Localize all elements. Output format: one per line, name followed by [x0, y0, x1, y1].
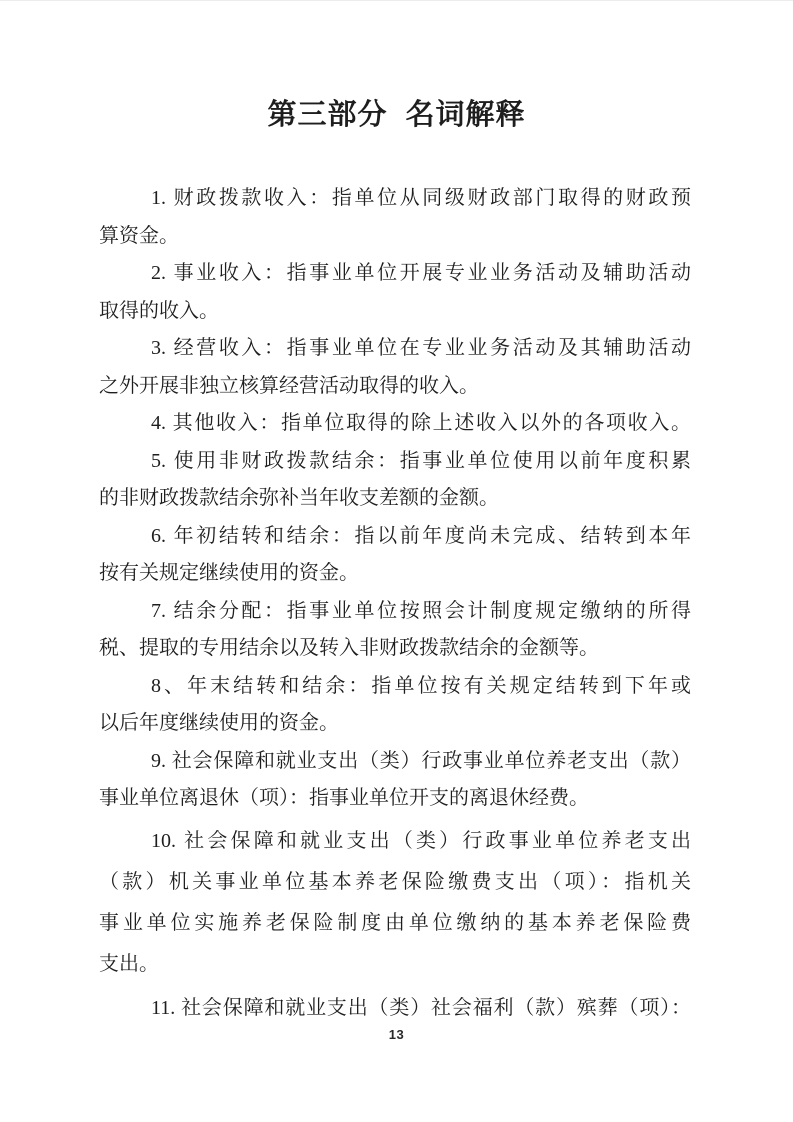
paragraph [99, 518, 691, 593]
body-line: 取得的收入。 [99, 299, 219, 322]
paragraph [99, 743, 691, 818]
body-line: 事业单位实施养老保险制度由单位缴纳的基本养老保险费 [99, 911, 691, 934]
body-line: （款）机关事业单位基本养老保险缴费支出（项）：指机关 [99, 870, 691, 893]
paragraph [99, 255, 691, 330]
body-line: 事业单位离退休（项）：指事业单位开支的离退休经费。 [99, 787, 589, 809]
body-line: 6. 年初结转和结余：指以前年度尚未完成、结转到本年 [151, 524, 691, 547]
body-line: 5. 使用非财政拨款结余：指事业单位使用以前年度积累 [151, 449, 691, 472]
paragraph [99, 988, 691, 1029]
body-line: 税、提取的专用结余以及转入非财政拨款结余的金额等。 [99, 637, 599, 659]
body-line: 支出。 [99, 952, 159, 975]
body-line: 的非财政拨款结余弥补当年收支差额的金额。 [99, 487, 499, 509]
body-line: 之外开展非独立核算经营活动取得的收入。 [99, 374, 479, 397]
paragraph [99, 443, 691, 518]
paragraph [99, 593, 691, 668]
body-line: 2. 事业收入：指事业单位开展专业业务活动及辅助活动 [151, 262, 691, 284]
body-line: 1. 财政拨款收入：指单位从同级财政部门取得的财政预 [151, 187, 691, 209]
body-line: 3. 经营收入：指事业单位在专业业务活动及其辅助活动 [151, 337, 691, 359]
body-line: 10. 社会保障和就业支出（类）行政事业单位养老支出 [151, 829, 691, 852]
body-line: 11. 社会保障和就业支出（类）社会福利（款）殡葬（项）： [151, 996, 691, 1019]
page-title: 第三部分 名词解释 [267, 99, 526, 131]
paragraph [99, 330, 691, 405]
body-line: 以后年度继续使用的资金。 [99, 712, 339, 734]
page-number: 13 [388, 1027, 405, 1042]
body-line: 按有关规定继续使用的资金。 [99, 562, 359, 584]
paragraph [99, 180, 691, 255]
body-line: 算资金。 [99, 224, 179, 247]
body-line: 8、年末结转和结余：指单位按有关规定结转到下年或 [151, 674, 691, 697]
paragraph [99, 405, 691, 443]
body-paragraphs [99, 180, 691, 1029]
paragraph [99, 821, 691, 985]
body-line: 9. 社会保障和就业支出（类）行政事业单位养老支出（款） [151, 749, 691, 772]
body-line: 7. 结余分配：指事业单位按照会计制度规定缴纳的所得 [151, 599, 691, 622]
body-line: 4. 其他收入：指单位取得的除上述收入以外的各项收入。 [151, 412, 691, 434]
paragraph [99, 668, 691, 743]
